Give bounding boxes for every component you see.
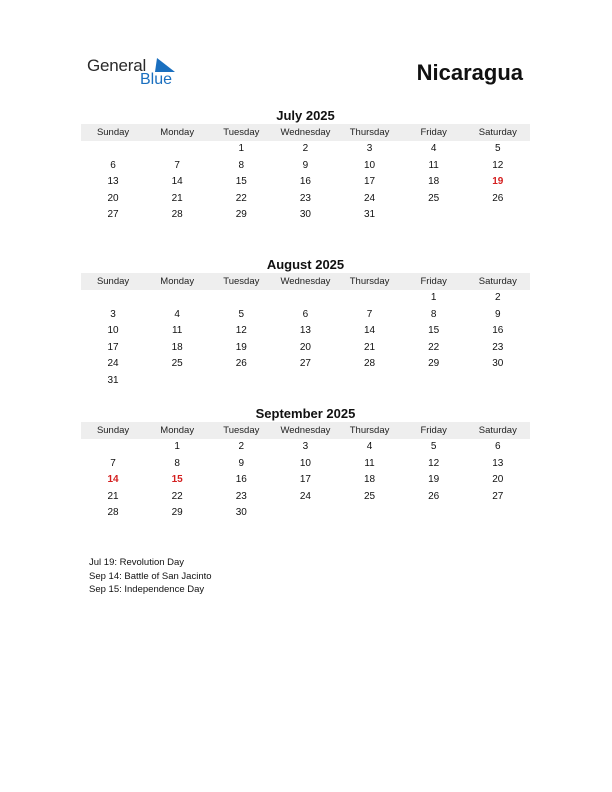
empty-day-cell xyxy=(466,207,530,224)
day-cell: 29 xyxy=(428,358,440,370)
weekday-label: Friday xyxy=(420,425,447,436)
day-cell: 1 xyxy=(430,292,437,303)
day-cell: 21 xyxy=(171,192,183,204)
day-cell: 8 xyxy=(430,308,437,320)
weekday-label: Wednesday xyxy=(280,127,331,138)
holiday-item: Sep 15: Independence Day xyxy=(89,584,205,596)
day-cell: 3 xyxy=(302,441,309,452)
empty-day-cell xyxy=(273,290,337,307)
day-cell: 27 xyxy=(299,358,311,370)
day-cell: 12 xyxy=(428,457,440,469)
day-cell: 9 xyxy=(302,159,309,171)
day-cell: 13 xyxy=(492,457,504,469)
day-cell: 4 xyxy=(174,308,180,320)
day-cell: 10 xyxy=(364,159,376,171)
week-row xyxy=(81,472,530,489)
weekday-header-row xyxy=(81,273,530,290)
empty-day-cell xyxy=(466,505,530,522)
day-cell: 24 xyxy=(107,358,119,370)
day-cell: 28 xyxy=(107,507,119,519)
country-title: Nicaragua xyxy=(416,60,523,85)
day-cell: 28 xyxy=(171,209,183,221)
day-cell: 16 xyxy=(492,325,504,337)
week-row xyxy=(81,489,530,506)
weekday-header-row xyxy=(81,124,530,141)
weekday-label: Monday xyxy=(160,425,195,436)
empty-day-cell xyxy=(273,373,337,390)
empty-day-cell xyxy=(81,290,145,307)
week-row xyxy=(81,191,530,208)
day-cell: 22 xyxy=(235,192,247,204)
day-cell: 23 xyxy=(299,192,311,204)
day-cell: 5 xyxy=(495,143,501,154)
day-cell: 12 xyxy=(492,159,504,171)
weekday-label: Saturday xyxy=(478,276,517,287)
empty-day-cell xyxy=(402,207,466,224)
day-cell: 17 xyxy=(299,474,311,486)
day-cell: 10 xyxy=(107,325,119,337)
holiday-day-cell: 19 xyxy=(492,176,504,188)
weekday-label: Thursday xyxy=(349,276,390,287)
day-cell: 26 xyxy=(428,490,440,502)
day-cell: 2 xyxy=(495,292,501,303)
holiday-list xyxy=(89,556,212,597)
day-cell: 26 xyxy=(235,358,247,370)
day-cell: 31 xyxy=(107,374,119,386)
day-cell: 19 xyxy=(428,474,440,486)
day-cell: 29 xyxy=(235,209,247,221)
holiday-day-cell: 14 xyxy=(107,474,119,486)
day-cell: 18 xyxy=(364,474,376,486)
day-cell: 17 xyxy=(107,341,119,353)
empty-day-cell xyxy=(338,505,402,522)
week-row xyxy=(81,456,530,473)
day-cell: 25 xyxy=(171,358,183,370)
weekday-label: Sunday xyxy=(96,425,130,436)
empty-day-cell xyxy=(209,373,273,390)
day-cell: 25 xyxy=(428,192,440,204)
weekday-label: Friday xyxy=(420,127,447,138)
day-cell: 30 xyxy=(299,209,311,221)
day-cell: 2 xyxy=(302,143,309,154)
day-cell: 7 xyxy=(110,457,116,469)
day-cell: 30 xyxy=(235,507,247,519)
month-title: September 2025 xyxy=(255,406,356,421)
weekday-label: Tuesday xyxy=(223,276,260,287)
week-row xyxy=(81,356,530,373)
day-cell: 21 xyxy=(107,490,119,502)
day-cell: 6 xyxy=(302,308,309,320)
day-cell: 28 xyxy=(364,358,376,370)
day-cell: 21 xyxy=(364,341,376,353)
day-cell: 8 xyxy=(174,457,180,469)
day-cell: 4 xyxy=(430,143,437,154)
day-cell: 18 xyxy=(171,341,183,353)
weekday-label: Wednesday xyxy=(280,425,331,436)
day-cell: 16 xyxy=(299,176,311,188)
logo-text-blue: Blue xyxy=(140,71,173,88)
holiday-day-cell: 15 xyxy=(171,474,183,486)
day-cell: 7 xyxy=(366,308,373,320)
holiday-item: Jul 19: Revolution Day xyxy=(89,557,185,568)
week-row xyxy=(81,307,530,324)
empty-day-cell xyxy=(81,141,145,158)
logo-flag-icon xyxy=(155,58,175,72)
day-cell: 24 xyxy=(364,192,376,204)
weekday-label: Thursday xyxy=(349,127,390,138)
weekday-label: Tuesday xyxy=(223,425,260,436)
day-cell: 5 xyxy=(238,308,245,320)
day-cell: 13 xyxy=(107,176,119,188)
day-cell: 11 xyxy=(428,159,439,171)
day-cell: 17 xyxy=(364,176,376,188)
empty-day-cell xyxy=(338,373,402,390)
week-row xyxy=(81,340,530,357)
day-cell: 18 xyxy=(428,176,440,188)
day-cell: 8 xyxy=(238,159,245,171)
empty-day-cell xyxy=(466,373,530,390)
week-row xyxy=(81,290,530,307)
weekday-label: Thursday xyxy=(349,425,390,436)
empty-day-cell xyxy=(145,373,209,390)
weekday-label: Sunday xyxy=(96,127,130,138)
weekday-label: Friday xyxy=(420,276,447,287)
week-row xyxy=(81,505,530,522)
day-cell: 26 xyxy=(492,192,504,204)
empty-day-cell xyxy=(338,290,402,307)
day-cell: 13 xyxy=(299,325,311,337)
month-calendar-july xyxy=(81,107,530,224)
weekday-label: Monday xyxy=(160,127,195,138)
day-cell: 15 xyxy=(428,325,440,337)
month-calendar-september xyxy=(81,405,530,522)
weekday-label: Saturday xyxy=(478,425,517,436)
day-cell: 1 xyxy=(174,441,180,452)
day-cell: 22 xyxy=(171,490,183,502)
week-row xyxy=(81,207,530,224)
day-cell: 2 xyxy=(238,441,245,452)
empty-day-cell xyxy=(209,290,273,307)
day-cell: 23 xyxy=(235,490,247,502)
logo-text-general: General xyxy=(87,56,147,75)
empty-day-cell xyxy=(145,141,209,158)
day-cell: 5 xyxy=(430,441,437,452)
weekday-label: Tuesday xyxy=(223,127,260,138)
month-calendar-august xyxy=(81,256,530,390)
day-cell: 15 xyxy=(235,176,247,188)
day-cell: 7 xyxy=(174,159,180,171)
day-cell: 11 xyxy=(364,457,375,469)
generalblue-logo xyxy=(87,56,187,92)
week-row xyxy=(81,439,530,456)
weekday-label: Monday xyxy=(160,276,195,287)
day-cell: 20 xyxy=(107,192,119,204)
empty-day-cell xyxy=(145,290,209,307)
day-cell: 9 xyxy=(495,308,501,320)
day-cell: 3 xyxy=(366,143,373,154)
weekday-label: Sunday xyxy=(96,276,130,287)
day-cell: 31 xyxy=(364,209,376,221)
day-cell: 6 xyxy=(495,441,501,452)
day-cell: 10 xyxy=(299,457,311,469)
week-row xyxy=(81,174,530,191)
day-cell: 3 xyxy=(110,308,116,320)
day-cell: 20 xyxy=(492,474,504,486)
month-title: August 2025 xyxy=(266,257,345,272)
holiday-item: Sep 14: Battle of San Jacinto xyxy=(89,570,212,582)
day-cell: 6 xyxy=(110,159,116,171)
day-cell: 27 xyxy=(107,209,119,221)
day-cell: 29 xyxy=(171,507,183,519)
day-cell: 14 xyxy=(364,325,376,337)
empty-day-cell xyxy=(273,505,337,522)
day-cell: 25 xyxy=(364,490,376,502)
day-cell: 22 xyxy=(428,341,440,353)
day-cell: 19 xyxy=(235,341,247,353)
day-cell: 4 xyxy=(366,441,373,452)
day-cell: 20 xyxy=(299,341,311,353)
week-row xyxy=(81,141,530,158)
day-cell: 16 xyxy=(235,474,247,486)
day-cell: 9 xyxy=(238,457,245,469)
day-cell: 11 xyxy=(171,325,183,337)
day-cell: 1 xyxy=(238,143,245,154)
day-cell: 30 xyxy=(492,358,504,370)
day-cell: 24 xyxy=(299,490,311,502)
weekday-header-row xyxy=(81,422,530,439)
week-row xyxy=(81,323,530,340)
day-cell: 27 xyxy=(492,490,504,502)
day-cell: 12 xyxy=(235,325,247,337)
weekday-label: Wednesday xyxy=(280,276,331,287)
day-cell: 23 xyxy=(492,341,504,353)
day-cell: 14 xyxy=(171,176,183,188)
week-row xyxy=(81,373,530,390)
weekday-label: Saturday xyxy=(478,127,517,138)
month-title: July 2025 xyxy=(276,108,335,123)
empty-day-cell xyxy=(402,505,466,522)
empty-day-cell xyxy=(402,373,466,390)
week-row xyxy=(81,158,530,175)
empty-day-cell xyxy=(81,439,145,456)
